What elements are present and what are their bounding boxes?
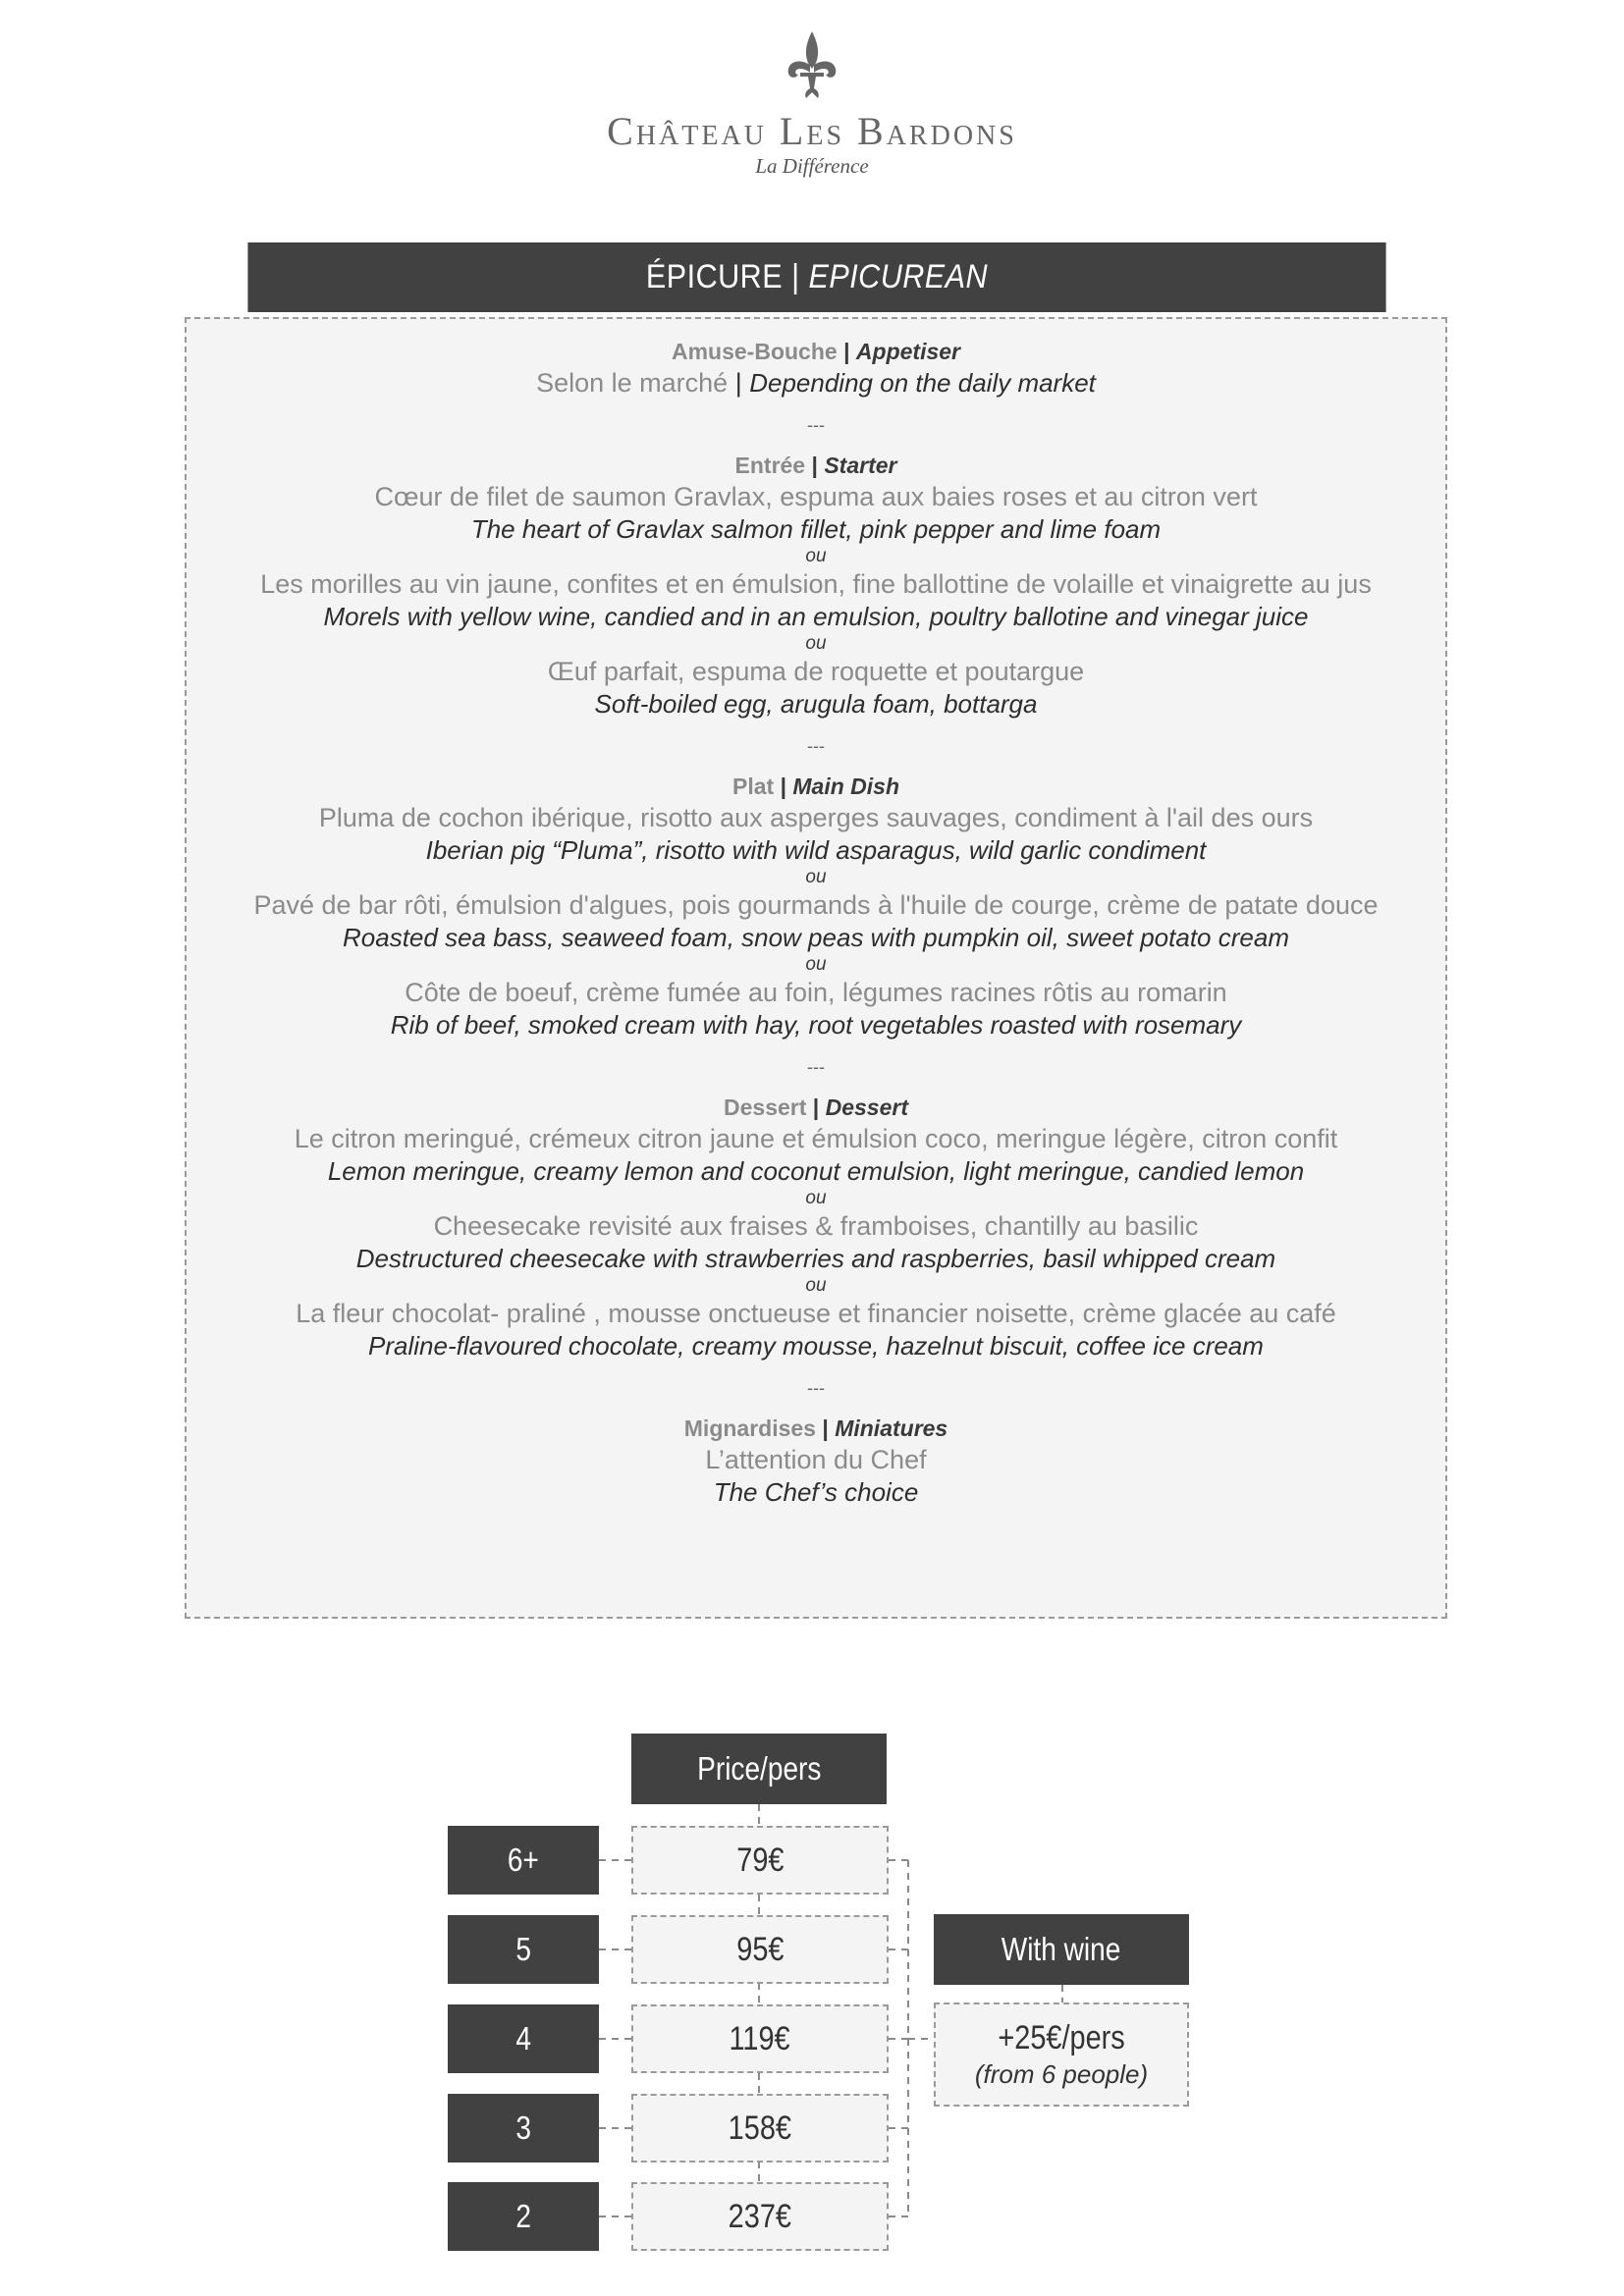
dish-name-fr: La fleur chocolat- praliné , mousse onctueuse et financier noisette, crème glacée au café	[296, 1299, 1336, 1328]
dish-name-en: Depending on the daily market	[749, 368, 1096, 398]
party-size-label: 2	[448, 2182, 599, 2251]
course-title-en: Main Dish	[792, 774, 900, 799]
course-divider: ---	[807, 736, 825, 756]
course-section	[187, 1093, 1445, 1362]
dish-name-fr: Cheesecake revisité aux fraises & framboises, chantilly au basilic	[433, 1211, 1199, 1241]
dish-separator: |	[734, 368, 742, 398]
price-value-box: 158€	[631, 2094, 889, 2163]
course-title	[187, 772, 1445, 801]
course-title-fr: Dessert	[724, 1095, 807, 1120]
course-title-separator: |	[780, 774, 786, 799]
dish-name-fr: Le citron meringué, crémeux citron jaune et émulsion coco, meringue légère, citron confit	[294, 1124, 1338, 1153]
wine-supplement-box	[934, 2002, 1189, 2107]
course-title-separator: |	[822, 1415, 829, 1441]
course-section	[187, 451, 1445, 721]
course-title-en: Starter	[824, 453, 897, 478]
dish-name-fr: Selon le marché	[536, 368, 729, 398]
dish-name-en: Lemon meringue, creamy lemon and coconut emulsion, light meringue, candied lemon	[327, 1156, 1305, 1186]
price-value-box: 79€	[631, 1826, 889, 1895]
course-title-separator: |	[812, 1095, 820, 1120]
or-separator: ou	[805, 954, 827, 975]
course-title-en: Appetiser	[855, 339, 960, 364]
course-title-separator: |	[811, 453, 818, 478]
or-separator: ou	[805, 546, 827, 566]
dish-name-en: Destructured cheesecake with strawberries and raspberries, basil whipped cream	[355, 1244, 1276, 1273]
or-separator: ou	[805, 633, 827, 654]
dish-name-en: Rib of beef, smoked cream with hay, root vegetables roasted with rosemary	[390, 1010, 1242, 1040]
dish-name-fr: Pavé de bar rôti, émulsion d'algues, pois gourmands à l'huile de courge, crème de patate douce	[253, 890, 1379, 920]
menu-title-bar	[247, 242, 1385, 312]
course-section	[187, 1414, 1445, 1509]
party-size-label: 6+	[448, 1826, 599, 1895]
dish-name-en: Soft-boiled egg, arugula foam, bottarga	[594, 689, 1038, 719]
wine-supplement-note: (from 6 people)	[974, 2059, 1149, 2089]
price-per-person-header: Price/pers	[631, 1734, 887, 1804]
course-title	[187, 337, 1445, 366]
dish-line	[187, 366, 1445, 400]
dish-name-fr: Pluma de cochon ibérique, risotto aux asperges sauvages, condiment à l'ail des ours	[318, 803, 1314, 832]
or-separator: ou	[805, 867, 827, 887]
course-title	[187, 1093, 1445, 1122]
or-separator: ou	[805, 1188, 827, 1208]
party-size-label: 3	[448, 2094, 599, 2163]
wine-supplement-price: +25€/pers	[998, 2019, 1125, 2056]
party-size-label: 4	[448, 2004, 599, 2073]
price-value-box: 237€	[631, 2182, 889, 2251]
dish-name-fr: Côte de boeuf, crème fumée au foin, légumes racines rôtis au romarin	[405, 978, 1227, 1007]
logo	[0, 29, 1624, 179]
menu-title-separator: |	[791, 258, 800, 295]
dish-name-fr: Les morilles au vin jaune, confites et en émulsion, fine ballottine de volaille et vinaigrette au jus	[260, 569, 1372, 599]
price-value-box: 119€	[631, 2004, 889, 2073]
course-section	[187, 772, 1445, 1041]
dish-name-en: The Chef’s choice	[713, 1477, 919, 1507]
menu-title-fr: ÉPICURE	[645, 258, 784, 295]
brand-name: Château Les Bardons	[607, 109, 1017, 153]
dish-name-fr: Cœur de filet de saumon Gravlax, espuma aux baies roses et au citron vert	[374, 482, 1258, 511]
dish-name-en: The heart of Gravlax salmon fillet, pink pepper and lime foam	[470, 514, 1162, 544]
dish-name-en: Praline-flavoured chocolate, creamy mousse, hazelnut biscuit, coffee ice cream	[368, 1331, 1264, 1361]
course-title-fr: Entrée	[734, 453, 806, 478]
brand-tagline: La Différence	[755, 154, 869, 178]
dish-name-en: Morels with yellow wine, candied and in an emulsion, poultry ballotine and vinegar juice	[323, 602, 1309, 631]
dish-name-en: Iberian pig “Pluma”, risotto with wild asparagus, wild garlic condiment	[425, 835, 1207, 865]
course-title-en: Miniatures	[835, 1415, 948, 1441]
fleur-de-lis-icon	[783, 29, 841, 100]
menu-panel	[185, 317, 1447, 1619]
course-section	[187, 337, 1445, 400]
dish-name-fr: Œuf parfait, espuma de roquette et poutargue	[547, 657, 1085, 686]
course-title-fr: Mignardises	[683, 1415, 816, 1441]
course-title-fr: Amuse-Bouche	[671, 339, 838, 364]
course-divider: ---	[807, 415, 825, 435]
course-title-separator: |	[843, 339, 850, 364]
course-title	[187, 451, 1445, 480]
price-value-box: 95€	[631, 1915, 889, 1984]
course-divider: ---	[807, 1057, 825, 1077]
party-size-label: 5	[448, 1915, 599, 1984]
menu-title-en: EPICUREAN	[808, 258, 989, 295]
course-divider: ---	[807, 1378, 825, 1398]
course-title-fr: Plat	[731, 774, 775, 799]
dish-name-en: Roasted sea bass, seaweed foam, snow peas with pumpkin oil, sweet potato cream	[343, 923, 1289, 952]
course-title-en: Dessert	[825, 1095, 908, 1120]
or-separator: ou	[805, 1275, 827, 1296]
with-wine-header: With wine	[934, 1914, 1189, 1985]
dish-name-fr: L’attention du Chef	[705, 1445, 927, 1474]
course-title	[187, 1414, 1445, 1443]
